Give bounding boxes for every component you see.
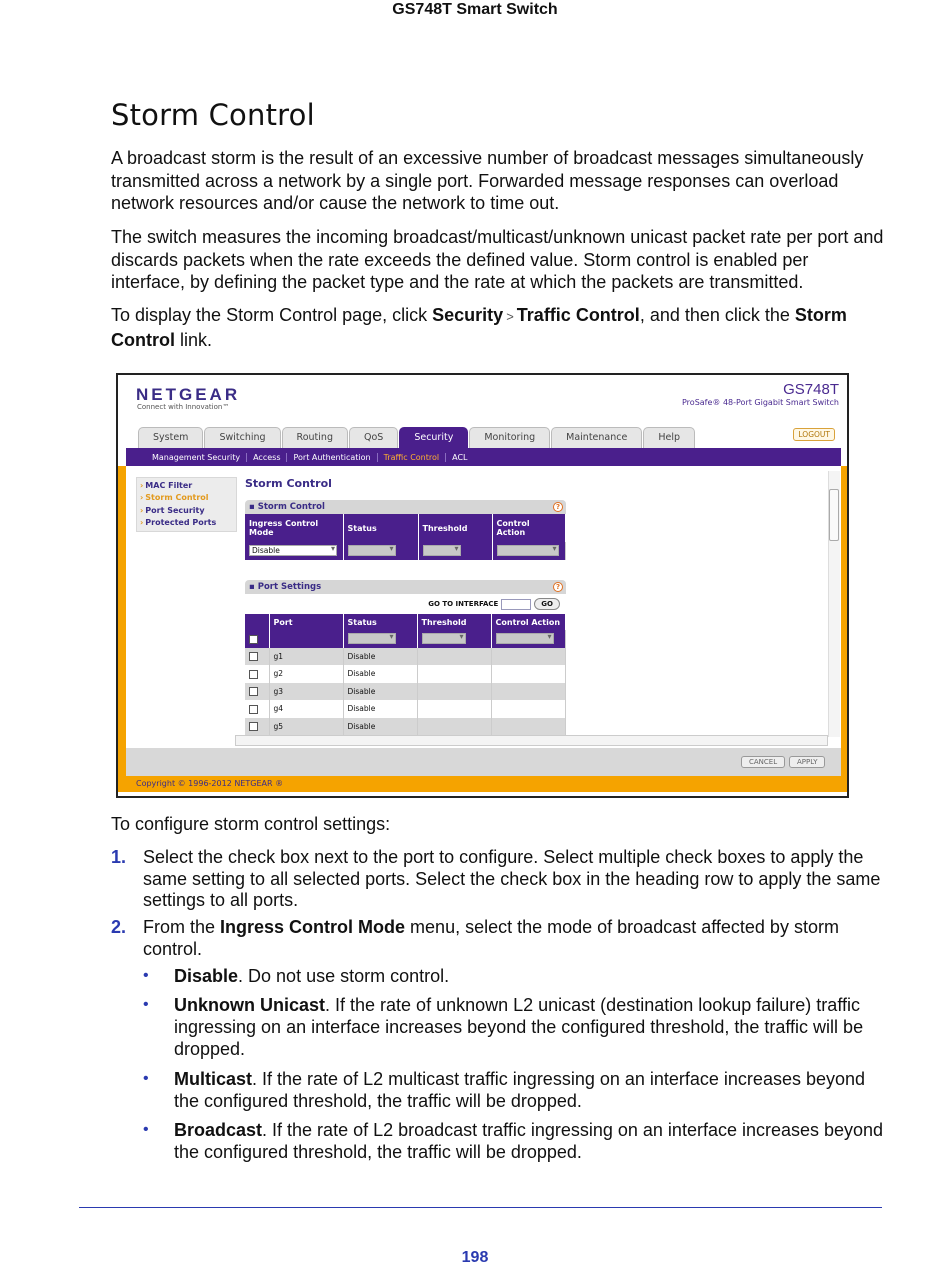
ui-screenshot xyxy=(116,373,849,798)
copyright-bar xyxy=(126,776,841,792)
tab-security[interactable]: Security xyxy=(399,427,468,448)
status-cell: Disable xyxy=(343,700,417,718)
sidebar-item-storm-control[interactable]: › Storm Control xyxy=(140,492,236,504)
column-header: Port xyxy=(269,614,343,630)
model-description: ProSafe® 48-Port Gigabit Smart Switch xyxy=(682,398,839,407)
help-icon[interactable]: ? xyxy=(553,582,563,592)
sidebar-item-mac-filter[interactable]: › MAC Filter xyxy=(140,480,236,492)
footer-rule xyxy=(79,1207,882,1208)
interface-input[interactable] xyxy=(501,599,531,610)
option-name: Multicast xyxy=(174,1069,253,1089)
status-select[interactable] xyxy=(348,633,396,644)
port-cell: g3 xyxy=(269,683,343,701)
column-header: Threshold xyxy=(417,614,491,630)
subnav-access[interactable]: Access xyxy=(247,453,287,462)
model-name: GS748T xyxy=(783,381,839,398)
netgear-logo: NETGEAR xyxy=(136,385,241,404)
step-number: 2. xyxy=(111,917,127,937)
text: To display the Storm Control page, click xyxy=(111,305,433,325)
table-row xyxy=(245,648,566,666)
option-name: Unknown Unicast xyxy=(174,995,326,1015)
cancel-button[interactable]: CANCEL xyxy=(741,756,785,768)
text: , and then click the xyxy=(639,305,795,325)
main-tabs xyxy=(138,427,696,448)
ingress-mode-select[interactable] xyxy=(249,545,337,556)
port-settings-table xyxy=(245,614,566,735)
row-checkbox[interactable] xyxy=(249,652,258,661)
option-description: . If the rate of L2 broadcast traffic ingressing on an interface increases beyond the configured threshold, the traffic will be dropped. xyxy=(174,1120,884,1162)
bullet-icon: • xyxy=(143,996,149,1013)
select-value: Disable xyxy=(252,546,280,556)
page-number: 198 xyxy=(461,1249,489,1266)
group-title: Storm Control xyxy=(257,502,325,512)
table-row xyxy=(245,665,566,683)
step xyxy=(111,917,886,960)
row-checkbox[interactable] xyxy=(249,670,258,679)
port-cell: g1 xyxy=(269,648,343,666)
bullet-icon: • xyxy=(143,967,149,984)
frame-border xyxy=(118,466,126,792)
copyright-text: Copyright © 1996-2012 NETGEAR ® xyxy=(136,779,284,788)
tab-switching[interactable]: Switching xyxy=(204,427,280,448)
column-header: Control Action xyxy=(491,614,566,630)
menu-path-security: Security xyxy=(432,305,504,325)
row-checkbox[interactable] xyxy=(249,705,258,714)
paragraph: The switch measures the incoming broadcast/multicast/unknown unicast packet rate per port and discards packets when the rate exceeds the defined value. Storm control is enabled per interface, by defining the packet type and the rate at which the packets are transmitted. xyxy=(111,227,884,292)
go-to-interface-row xyxy=(245,594,566,614)
subnav-port-authentication[interactable]: Port Authentication xyxy=(287,453,377,462)
storm-control-group xyxy=(245,500,566,560)
column-header xyxy=(245,614,269,630)
status-cell: Disable xyxy=(343,718,417,736)
running-head: GS748T Smart Switch xyxy=(392,1,558,18)
horizontal-scrollbar[interactable] xyxy=(235,735,828,746)
subnav-acl[interactable]: ACL xyxy=(452,452,468,462)
menu-path-traffic-control: Traffic Control xyxy=(516,305,640,325)
text: link. xyxy=(174,329,212,350)
column-header: Status xyxy=(343,514,418,542)
option-description: . Do not use storm control. xyxy=(238,966,450,986)
step-text: Select the check box next to the port to configure. Select multiple check boxes to apply the same setting to all selected ports. Select the check box in the heading row to apply the same settings to all ports. xyxy=(143,847,881,910)
step-text xyxy=(143,917,886,960)
ui-term: Ingress Control Mode xyxy=(220,917,406,937)
section-title: Storm Control xyxy=(111,98,315,132)
table-row xyxy=(245,700,566,718)
port-cell: g2 xyxy=(269,665,343,683)
status-select[interactable] xyxy=(348,545,396,556)
threshold-input[interactable] xyxy=(423,545,461,556)
list-item xyxy=(143,1119,886,1163)
tab-monitoring[interactable]: Monitoring xyxy=(469,427,550,448)
control-action-select[interactable] xyxy=(496,633,554,644)
scrollbar-thumb[interactable] xyxy=(829,489,839,541)
storm-control-table xyxy=(245,514,566,560)
logout-button[interactable]: LOGOUT xyxy=(793,428,835,441)
subnav-traffic-control[interactable]: Traffic Control xyxy=(378,453,447,462)
column-header: Control Action xyxy=(492,514,566,542)
step-number: 1. xyxy=(111,847,127,867)
paragraph xyxy=(111,304,886,351)
row-checkbox[interactable] xyxy=(249,687,258,696)
option-name: Disable xyxy=(174,966,239,986)
group-title: Port Settings xyxy=(257,582,322,592)
table-row xyxy=(245,718,566,736)
option-name: Broadcast xyxy=(174,1120,263,1140)
button-bar xyxy=(126,748,841,776)
go-to-interface-label: GO TO INTERFACE xyxy=(428,600,499,608)
status-cell: Disable xyxy=(343,665,417,683)
list-item xyxy=(143,965,886,987)
tab-qos[interactable]: QoS xyxy=(349,427,398,448)
tab-routing[interactable]: Routing xyxy=(282,427,348,448)
port-cell: g4 xyxy=(269,700,343,718)
column-header: Ingress Control Mode xyxy=(245,514,343,542)
group-header: ▪ Storm Control ? xyxy=(245,500,566,514)
path-separator: > xyxy=(506,309,514,324)
tab-help[interactable]: Help xyxy=(643,427,695,448)
column-header: Threshold xyxy=(418,514,492,542)
menu-path-storm-control: Storm Control xyxy=(111,305,847,350)
page-title: Storm Control xyxy=(245,477,332,490)
step xyxy=(111,847,886,912)
option-description: . If the rate of unknown L2 unicast (destination lookup failure) traffic ingressing on an interface increases beyond the configured threshold, the traffic will be dropped. xyxy=(174,995,864,1059)
select-all-checkbox[interactable] xyxy=(249,635,258,644)
bullet-icon: • xyxy=(143,1121,149,1138)
list-item xyxy=(143,994,886,1060)
paragraph: A broadcast storm is the result of an excessive number of broadcast messages simultaneously transmitted across a network by a single port. Forwarded message responses can overload network resources and/or cause the network to time out. xyxy=(111,148,864,213)
tab-system[interactable]: System xyxy=(138,427,203,448)
sidebar-item-port-security[interactable]: › Port Security xyxy=(140,505,236,517)
tab-maintenance[interactable]: Maintenance xyxy=(551,427,642,448)
procedure-intro: To configure storm control settings: xyxy=(111,814,391,834)
sub-navigation xyxy=(126,448,841,466)
status-cell: Disable xyxy=(343,683,417,701)
logo-tagline: Connect with Innovation™ xyxy=(137,403,230,411)
bullet-icon: • xyxy=(143,1070,149,1087)
port-cell: g5 xyxy=(269,718,343,736)
column-header: Status xyxy=(343,614,417,630)
frame-border xyxy=(841,466,847,792)
status-cell: Disable xyxy=(343,648,417,666)
sidebar xyxy=(136,477,237,532)
option-description: . If the rate of L2 multicast traffic ingressing on an interface increases beyond the configured threshold, the traffic will be dropped. xyxy=(174,1069,866,1111)
control-action-select[interactable] xyxy=(497,545,559,556)
group-header: ▪ Port Settings ? xyxy=(245,580,566,594)
text: menu, select the mode of broadcast affected by storm control. xyxy=(143,917,839,959)
list-item xyxy=(143,1068,886,1112)
sidebar-item-protected-ports[interactable]: › Protected Ports xyxy=(140,517,236,529)
row-checkbox[interactable] xyxy=(249,722,258,731)
apply-button[interactable]: APPLY xyxy=(789,756,825,768)
table-row xyxy=(245,683,566,701)
go-button[interactable]: GO xyxy=(534,598,560,610)
subnav-management-security[interactable]: Management Security xyxy=(146,453,247,462)
threshold-input[interactable] xyxy=(422,633,466,644)
port-settings-group xyxy=(245,580,566,735)
help-icon[interactable]: ? xyxy=(553,502,563,512)
text: From the xyxy=(143,917,221,937)
